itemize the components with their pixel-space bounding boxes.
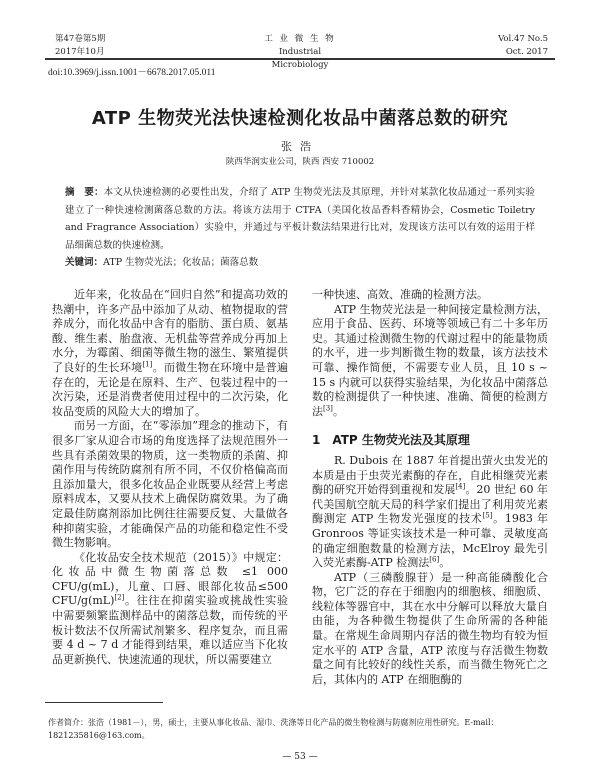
issue-date: 2017年10月	[55, 47, 105, 57]
citation: [4]	[455, 482, 466, 491]
volume-issue-en: Vol.47 No.5	[498, 34, 548, 44]
paragraph	[312, 303, 548, 420]
journal-name	[250, 33, 350, 72]
journal-issue	[55, 33, 105, 59]
text: 。	[332, 404, 344, 418]
paragraph	[52, 551, 288, 668]
journal-name-en: Industrial Microbiology	[271, 47, 329, 70]
abstract-label: 摘 要：	[65, 187, 104, 198]
journal-name-cn: 工 业 微 生 物	[264, 34, 336, 44]
journal-issue-en	[498, 33, 548, 59]
paragraph: 而另一方面，在“零添加”理念的推动下，有很多厂家从迎合市场的角度选择了法规范围外一些具有杀菌效果的物质，这一类物质的杀菌、抑菌作用与传统防腐剂有所不同，不仅价格偏高而且添加量大，很多化妆品企业既要从经营上考虑原料成本，又要从技术上确保防腐效果。为了确定最佳防腐剂添加比例往往需要反复、大量做各种抑菌实验，才能确保产品的功能和稳定性不受微生物影响。	[52, 419, 288, 550]
text: 《化妆品安全技术规范（2015）》中规定：化妆品中微生物菌落总数 ≤1 000 CFU/g(mL)，儿童、口唇、眼部化妆品≤500 CFU/g(mL)	[52, 550, 288, 608]
keywords-text: ATP 生物荧光法；化妆品；菌落总数	[103, 257, 259, 268]
citation: [5]	[482, 511, 493, 520]
citation: [6]	[429, 555, 440, 564]
paragraph: 一种快速、高效、准确的检测方法。	[312, 288, 488, 301]
keywords	[65, 254, 258, 268]
affiliation: 陕西华润实业公司，陕西 西安 710002	[225, 157, 375, 167]
text: 。往往在抑菌实验或挑战性实验中需要频繁监测样品中的菌落总数，而传统的平板计数法不仅所需试剂繁多、程序复杂，而且需要 4 d ~ 7 d 才能得到结果，难以适应当下化妆品更新换代、快速流通的现状，所以需要建立	[52, 594, 288, 666]
citation: [3]	[323, 404, 333, 413]
paragraph: ATP（三磷酸腺苷）是一种高能磷酸化合物，它广泛的存在于细胞内的细胞核、细胞质、线粒体等器官中，其在水中分解可以释放大量自由能，为各种微生物提供了生命所需的各种能量。在常规生命周期内存活的微生物均有较为恒定水平的 ATP 含量，ATP 浓度与存活微生物数量之间有比较好的线性关系，而当微生物死亡之后，其体内的 ATP 在细胞酶的	[312, 570, 548, 686]
paragraph	[52, 288, 288, 419]
text: R. Dubois 在 1887 年首提出萤火虫发光的本质是由于虫荧光素酶的存在，自此相继荧光素酶的研究开始得到重视和发展	[312, 453, 548, 497]
abstract-text: 本文从快速检测的必要性出发，介绍了 ATP 生物荧光法及其原理，并针对某款化妆品通过一系列实验建立了一种快速检测菌落总数的方法。将该方法用于 CTFA（美国化妆品香料香精协会，Cosmetic Toiletry and Fragrance Association）实验中，并通过与平板计数法结果进行比对，发现该方法可以有效的运用于样品细菌总数的快速检测。	[65, 187, 535, 251]
header-rule	[45, 58, 555, 60]
author: 张浩	[281, 140, 319, 153]
issue-date-en: Oct. 2017	[505, 47, 548, 57]
text: 。1983 年 Gronroos 等证实该技术是一种可靠、灵敏度高的确定细胞数量的检测方法，McElroy 最先引入荧光素酶-ATP 检测法	[312, 512, 548, 570]
text: 近年来，化妆品在“回归自然”和提高功效的热潮中，许多产品中添加了从动、植物提取的营养成分，而化妆品中含有的脂肪、蛋白质、氨基酸、维生素、胎盘液、无机盐等营养成分再加上水分，为霉菌、细菌等微生物的滋生、繁殖提供了良好的生长环境	[52, 288, 288, 374]
doi: doi:10.3969/j.issn.1001－6678.2017.05.011	[48, 68, 216, 78]
text: ATP 生物荧光法是一种间接定量检测方法，应用于食品、医药、环境等领域已有二十多年历史。其通过检测微生物的代谢过程中的能量物质的水平，进一步判断微生物的数量，该方法技术可靠、操作简便，不需要专业人员，且 10 s ~ 15 s 内就可以获得实验结果，为化妆品中菌落总数的检测提供了一种快速、准确、简便的检测方法	[312, 302, 548, 418]
citation: [1]	[142, 360, 153, 369]
paper-title: ATP 生物荧光法快速检测化妆品中菌落总数的研究	[91, 108, 509, 129]
author-footnote: 作者简介：张浩（1981－），男，硕士，主要从事化妆品、湿巾、洗涤等日化产品的微生物检测与防腐剂应用性研究。E-mail：1821235816@163.com。	[48, 718, 499, 740]
footnote-rule	[45, 702, 163, 703]
right-column	[312, 288, 548, 687]
paragraph	[312, 454, 548, 571]
text: 。	[439, 556, 451, 570]
abstract	[65, 184, 535, 254]
page-number: — 53 —	[282, 752, 318, 762]
volume-issue: 第47卷第5期	[55, 34, 106, 44]
left-column	[52, 288, 288, 667]
section-heading: 1 ATP 生物荧光法及其原理	[312, 433, 470, 448]
citation: [2]	[114, 593, 125, 602]
text: 。而微生物在环境中是普遍存在的，无论是在原料、生产、包装过程中的一次污染，还是消费者使用过程中的二次污染，化妆品变质的风险大大的增加了。	[52, 360, 289, 418]
text: 。20 世纪 60 年代美国航空航天局的科学家们提出了利用荧光素酶测定 ATP 生物发光强度的技术	[312, 483, 549, 526]
keywords-label: 关键词：	[65, 257, 104, 268]
